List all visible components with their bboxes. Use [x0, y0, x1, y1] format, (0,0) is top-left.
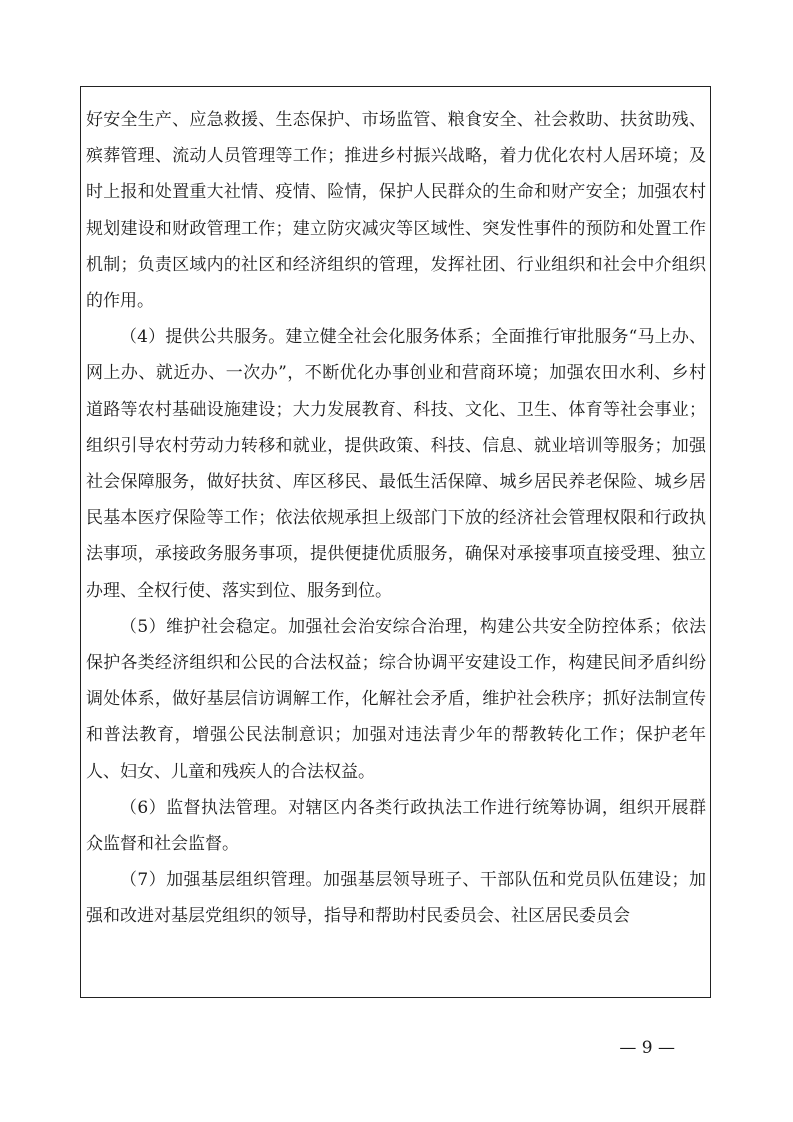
- paragraph-3: （5）维护社会稳定。加强社会治安综合治理，构建公共安全防控体系；依法保护各类经济组织和公民的合法权益；综合协调平安建设工作，构建民间矛盾纠纷调处体系，做好基层信访调解工作，化解社会矛盾，维护社会秩序；抓好法制宣传和普法教育，增强公民法制意识；加强对违法青少年的帮教转化工作；保护老年人、妇女、儿童和残疾人的合法权益。: [86, 616, 706, 782]
- paragraph-4: （6）监督执法管理。对辖区内各类行政执法工作进行统筹协调，组织开展群众监督和社会监督。: [86, 797, 706, 855]
- document-body: [86, 102, 706, 935]
- paragraph-2: （4）提供公共服务。建立健全社会化服务体系；全面推行审批服务“马上办、网上办、就近办、一次办”，不断优化办事创业和营商环境；加强农田水利、乡村道路等农村基础设施建设；大力发展教育、科技、文化、卫生、体育等社会事业；组织引导农村劳动力转移和就业，提供政策、科技、信息、就业培训等服务；加强社会保障服务，做好扶贫、库区移民、最低生活保障、城乡居民养老保险、城乡居民基本医疗保险等工作；依法依规承担上级部门下放的经济社会管理权限和行政执法事项，承接政务服务事项，提供便捷优质服务，确保对承接事项直接受理、独立办理、全权行使、落实到位、服务到位。: [86, 327, 706, 601]
- page-number: — 9 —: [619, 1038, 675, 1058]
- paragraph-5: （7）加强基层组织管理。加强基层领导班子、干部队伍和党员队伍建设；加强和改进对基层党组织的领导，指导和帮助村民委员会、社区居民委员会: [86, 870, 706, 927]
- paragraph-1: 好安全生产、应急救援、生态保护、市场监管、粮食安全、社会救助、扶贫助残、殡葬管理、流动人员管理等工作；推进乡村振兴战略，着力优化农村人居环境；及时上报和处置重大社情、疫情、险情，保护人民群众的生命和财产安全；加强农村规划建设和财政管理工作；建立防灾减灾等区域性、突发性事件的预防和处置工作机制；负责区域内的社区和经济组织的管理，发挥社团、行业组织和社会中介组织的作用。: [86, 110, 706, 312]
